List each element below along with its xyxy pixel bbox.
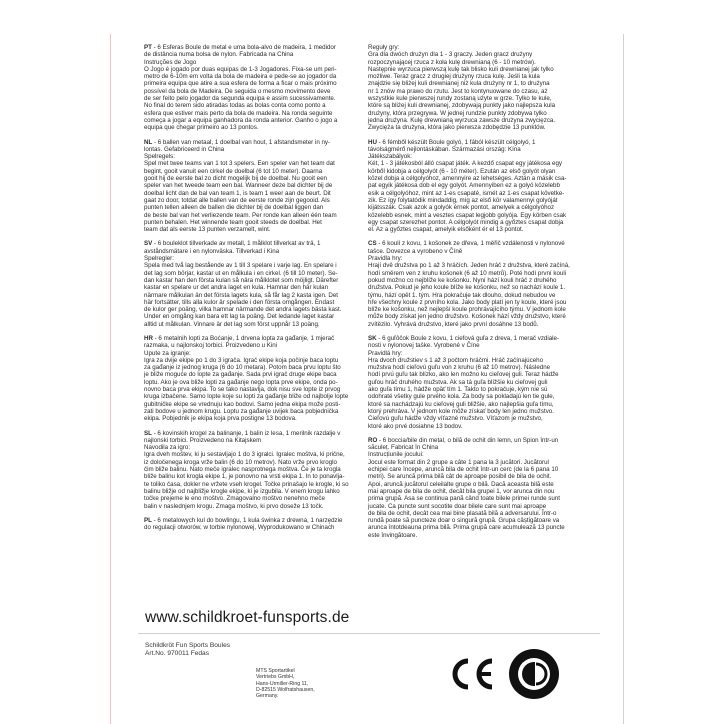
instruction-line: Játékszabályok: xyxy=(368,153,413,161)
instruction-line: kruga izbačene. Samo lopte koje su lopti za gađanje bliže od najbolje lopte xyxy=(144,393,349,401)
instruction-line: čim bliže balinu. Nato meče igralec nasprotnega moštva. Če je ta krogla xyxy=(144,466,341,474)
instruction-line: săculeț. Fabricat în China xyxy=(368,444,439,452)
instruction-line: balin v naslednjem krogu. Zmaga moštvo, ki prvo doseže 13 točk. xyxy=(144,502,324,510)
product-name: Schildkröt Fun Sports Boules xyxy=(145,642,231,649)
instruction-line: Cieľovú guľu hádže vždy víťazné mužstvo. Víťazom je mužstvo, xyxy=(368,415,543,423)
address-line: Vertriebs GmbH, xyxy=(256,674,295,681)
instruction-line: Navodila za igro: xyxy=(144,444,191,452)
instruction-line: echipei care începe, aruncă bila de ochit într-un cerc (de la 6 pana 10 xyxy=(368,466,559,474)
language-section-ro xyxy=(368,437,600,539)
instruction-line: közel dobja a célgolyóhoz, amennyire az lehetséges. Aztán a másik csa- xyxy=(368,175,567,183)
instruction-line: nosti v nylonovej taške. Vyrobené v Číne xyxy=(368,342,480,350)
instruction-line: najlonski torbici. Proizvedeno na Kitajskem xyxy=(144,436,262,444)
instruction-line: loptu. Ako je ova bliže lopti za gađanje nego lopta prve ekipe, onda po- xyxy=(144,378,338,386)
language-code: PT xyxy=(144,44,152,51)
instruction-line: wszystkie kule pierwszej rundy zostaną użyte w grze. Tylko te kule, xyxy=(368,95,552,103)
footer-divider xyxy=(138,633,600,634)
instruction-line: Igra dveh moštev, ki ju sestavljajo 1 do 3 igralci. Igralec moštva, ki prične, xyxy=(144,451,345,459)
language-code: PL xyxy=(144,516,152,524)
instruction-line: mužstva hodí cieľovú guľu von z kruhu (6 až 10 metrov). Následne xyxy=(368,364,551,372)
instruction-line: które są bliżej kuli drewnianej, zdobywają punkty jako najlepsza kula xyxy=(368,102,556,110)
instruction-line: blíže ke košonku, než nejlepší koule prohrávajícího týmu. V jednom kole xyxy=(368,306,566,314)
instruction-line: tašce. Dovezce a vyrobeno v Číně xyxy=(368,247,463,255)
instruction-line: Hra dvoch družstiev s 1 až 3 počtom hráčmi. Hráč začínajúceho xyxy=(368,356,544,364)
instruction-line: primeira equipa que atire a sua esfera de forma a ficar o mais próximo xyxy=(144,80,337,88)
product-info xyxy=(145,642,230,658)
address-line: MTS Sportartikel xyxy=(256,668,295,674)
instruction-line: hře všechny koule z prvního kola. Jako body platí jen ty koule, které jsou xyxy=(368,298,567,306)
language-section-pl xyxy=(144,517,376,532)
instruction-line: SL - 6 kovinskih krogel za balinanje, 1 balin iz lesa, 1 merilnik razdalje v xyxy=(144,429,341,437)
instruction-line: possível da bola de Madeira. De seguida o mesmo movimento deve xyxy=(144,87,331,95)
instruction-line: Hrají dvě družstva po 1 až 3 hráčích. Jeden hráč z družstva, které začíná, xyxy=(368,262,570,270)
ce-mark-icon xyxy=(448,656,498,692)
instruction-line: avståndsmätare i en nylonväska. Tillverkad i Kina xyxy=(144,247,280,255)
instruction-line: bliže balinu kot krogla ekipe 1, je ponovno na vrsti ekipa 1. In to ponavlja- xyxy=(144,473,345,481)
article-number: Art.No. 970011 Fedas xyxy=(145,650,210,657)
instruction-line: Gra dla dwóch drużyn dla 1 - 3 graczy. Jeden gracz drużyny xyxy=(368,51,533,59)
instruction-line: Następnie wyrzuca pierwszą kulę tak blisko kuli drewnianej jak tylko xyxy=(368,65,554,73)
instruction-line: týmu, hází opět 1. tým. Hra pokračuje tak dlouho, dokud nebudou ve xyxy=(368,291,556,299)
instruction-line: družstva. Pokud je jeho koule blíže ke košonku, než so nachází koule 1. xyxy=(368,284,566,292)
instruction-line: lontas. Gefabriceerd in China xyxy=(144,145,225,153)
green-dot-recycling-icon xyxy=(508,648,560,700)
instruction-line: Jocul este format din 2 grupe a câte 1 pana la 3 jucători. Jucătorul xyxy=(368,458,549,466)
instruction-line: pokud možno co nejblíže ke košonku. Nyní hází kouli hráč z druhého xyxy=(368,276,557,284)
instruction-line: odohraté všetky gule prvého kola. Za body sa pokladajú len tie gule, xyxy=(368,393,555,401)
instruction-line: novno baca prva ekipa. To se tako nastavlja, dok nisu sve lopte iz prvog xyxy=(144,386,341,394)
instruction-line: balinu bližje od najbližje krogle ekipe, ki je izgubila. V enem krogu lahko xyxy=(144,487,340,495)
address-line: D-82515 Wolfratshausen, xyxy=(256,686,315,693)
instruction-line: O Jogo é jogado por duas equipas de 1-3 Jogadores. Fixa-se um peri- xyxy=(144,65,337,73)
instruction-line: começa a jogar a equipa ganhadora da ronda anterior. Ganho o jogo a xyxy=(144,116,338,124)
instruction-line: ktoré ako prvé dosiahne 13 bodov. xyxy=(368,422,463,430)
instruction-line: do regulacji otworów, w torbie nylonowej, Wyprodukowano w Chinach xyxy=(144,524,335,532)
instruction-line: PT - 6 Esferas Boule de metal e uma bola-alvo de madeira, 1 medidor xyxy=(144,44,336,51)
instruction-line: alltid ut målkulan. Vinnare är det lag som först uppnår 13 poäng. xyxy=(144,320,320,328)
language-section-hr xyxy=(144,335,376,423)
instruction-line: iz določenega kroga vrže balin (6 do 10 metrov). Nato vrže prvo kroglo xyxy=(144,458,337,466)
instruction-line: hodí prvú guľu tak blízko, ako len možno ku cieľovej guli. Teraz hádže xyxy=(368,371,559,379)
manufacturer-address xyxy=(256,668,315,699)
instruction-line: här fortsätter, tills alla kulor är spelade i den första omgången. Endast xyxy=(144,298,335,306)
instruction-line: egy csapat szerezhet pontot. A célgolyót mindig a győztes csapat dobja xyxy=(368,218,564,226)
instruction-line: te toliko časa, dokler ne vržete vseh krogel. Točke prinašajo le krogle, ki so xyxy=(144,480,349,488)
instruction-line: equipa que chegar primeiro ao 13 pontos. xyxy=(144,124,259,132)
instruction-line: Instruções de Jogo xyxy=(144,58,197,66)
instruction-line: razmaka, u najlonskoj torbici. Proizvedeno u Kini xyxy=(144,342,278,350)
instruction-line: No final do terem sido atiradas todas as bolas conta como ponto a xyxy=(144,102,326,110)
instruction-line: drużyny, która przegrywa. W jednej rundzie punkty zdobywa tylko xyxy=(368,109,547,117)
instruction-line: guľou hráč druhého mužstva. Ak sa tá guľa blížšie ku cieľovej guli xyxy=(368,378,548,386)
instruction-line: ekipa. Pobjednik je ekipa koja prva postigne 13 bodova. xyxy=(144,415,297,423)
instruction-line: de bila de ochit, decât cea mai bine plasată bilă a adversarului. Într-o xyxy=(368,509,557,517)
instruction-line: CS - 6 koulí z kovu, 1 košonek ze dřeva, 1 měřič vzdálenosti v nylonové xyxy=(368,240,565,248)
left-text-column xyxy=(144,44,376,538)
instruction-line: Instrucțiunile jocului: xyxy=(368,451,424,459)
instruction-line: Spel met twee teams van 1 tot 3 spelers. Een speler van het team dat xyxy=(144,160,335,168)
instruction-line: za gađanje iz jednog kruga (6 do 10 metara). Potom baca prvu loptu što xyxy=(144,364,341,372)
instruction-line: rundă poate să puncteze doar o singură grupă. Grupa câștigătoare va xyxy=(368,517,560,525)
instruction-line: Pravidlá hry: xyxy=(368,349,403,357)
language-code: SV xyxy=(144,240,153,248)
instruction-line: PL - 6 metalowych kul do bowlingu, 1 kula świnka z drewna, 1 narzędzie xyxy=(144,516,343,524)
instruction-line: jucate. Ca puncte sunt socotite doar bilele care sunt mai aproape xyxy=(368,502,547,510)
language-code: NL xyxy=(144,138,153,146)
instruction-line: Spela med två lag bestående av 1 till 3 spelare i varje lag. En spelare i xyxy=(144,262,337,270)
instruction-line: Under en omgång kan bara ett lag ta poäng. Det ledande laget kastar xyxy=(144,313,335,321)
instruction-line: kijátsszák. Csak azok a golyók érnek pontot, amelyek a célgolyóhoz xyxy=(368,204,555,212)
instruction-line: pat egyik játékosa dob el egy golyót. Amennyiben ez a golyó közelebb xyxy=(368,182,560,190)
instruction-line: esfera que estiver mais perto da bola de madeira. Na ronda seguinte xyxy=(144,109,333,117)
right-text-column xyxy=(368,44,600,546)
language-code: SL xyxy=(144,429,152,437)
instruction-line: närmare målkulan än det första lagets kula, så får lag 2 kasta igen. Det xyxy=(144,291,338,299)
instruction-line: dan kastar han den första kulan så nära målklotet som möjligt. Därefter xyxy=(144,276,339,284)
language-code: HU xyxy=(368,138,377,146)
instruction-line: zvítězilo. Vyhrává družstvo, které jako první dosáhne 13 bodů. xyxy=(368,320,539,328)
instruction-line: de distância numa bolsa de nylon. Fabricada na China xyxy=(144,51,294,59)
instruction-line: Két, 1 - 3 játékosból álló csapat játék. A kezdő csapat egy játékosa egy xyxy=(368,160,562,168)
language-code: RO xyxy=(368,436,378,444)
instruction-line: hodí směrem ven z kruhu košonek (6 až 10 metrů). Poté hodí první kouli xyxy=(368,269,567,277)
instruction-line: gaat zo door, totdat alle ballen van de eerste ronde zijn gegooid. Als xyxy=(144,196,330,204)
instruction-line: ktorý prehráva. V jednom kole môže získať body len jedno mužstvo. xyxy=(368,407,554,415)
language-section xyxy=(368,44,600,132)
instruction-line: speler van het tweede team een bal. Wanneer deze bal dichter bij de xyxy=(144,182,333,190)
instruction-line: je bliže moguće do lopte za gađanje. Sada prvi igrač druge ekipe baca xyxy=(144,371,337,379)
instruction-line: SK - 6 guľôčok Boule z kovu, 1 ciefová guľa z dreva, 1 merač vzdiale- xyxy=(368,334,560,342)
instruction-line: rozpoczynającej rzuca z koła kulę drewnianą (6 - 10 metrów). xyxy=(368,58,536,66)
instruction-line: mai aproape de bila de ochit, decât bila grupei 1, vor arunca din nou xyxy=(368,487,555,495)
instruction-line: RO - 6 boccia/bile din metal, o bilă de ochit din lemn, un Spion într-un xyxy=(368,436,559,444)
language-section-hu xyxy=(368,139,600,234)
instruction-line: begint, gooit vanuit een cirkel de doelbal (6 tot 10 meter). Daarna xyxy=(144,167,323,175)
address-line: Hans-Urmiller-Ring 11, xyxy=(256,680,309,687)
language-code: SK xyxy=(368,334,377,342)
instruction-line: jedna drużyna. Kulę drewnianą wyrzuca zawsze drużyna zwycięzca. xyxy=(368,116,556,124)
language-code: CS xyxy=(368,240,377,248)
instruction-line: arunca întotdeauna prima bilă. Prima grupă care acumulează 13 puncte xyxy=(368,524,565,532)
instruction-line: SV - 6 bouleklot tillverkade av metall, 1 målklot tillverkat av trä, 1 xyxy=(144,240,321,248)
instruction-line: gubitničke ekipe se vrednuju kao bodovi. Samo jedna ekipa može posti- xyxy=(144,400,341,408)
instruction-line: zati bodove u jednom krugu. Loptu za gađanje uvijek baca pobjednička xyxy=(144,407,339,415)
instruction-line: Igra za dvije ekipe po 1 do 3 igrača. Igrač ekipe koja počinje baca loptu xyxy=(144,356,339,364)
instruction-line: możliwe. Teraz gracz z drugiej drużyny rzuca kulę. Jeśli ta kula xyxy=(368,73,540,81)
instruction-line: el. Az a győztes csapat, amelyik elsőként ér el 13 pontot. xyxy=(368,226,524,234)
instruction-line: de ser feito pelo jogador da segunda equipa e assim sucessivamente. xyxy=(144,95,336,103)
instruction-line: Zwycięża ta drużyna, która jako pierwsza zdobędzie 13 punktów. xyxy=(368,124,546,132)
instruction-line: Reguły gry: xyxy=(368,44,400,51)
instruction-line: team dat als eerste 13 punten verzamelt, wint. xyxy=(144,226,271,234)
instruction-line: punten behalen. Het winnende team gooit steeds de doelbal. Het xyxy=(144,218,322,226)
instruction-line: metro de 6-10m em volta da bola de madeira e pede-se ao jogador da xyxy=(144,73,337,81)
instruction-line: körből kidobja a célgolyót (6 - 10 méter). Ezután az első golyót olyan xyxy=(368,167,556,175)
instruction-line: gooit hij de eerste bal zo dicht mogelijk bij de doelbal. Nu gooit een xyxy=(144,175,327,183)
instruction-line: HR - 6 metalnih lopti za Boćanje, 1 drvena lopta za gađanje, 1 mjerač xyxy=(144,334,335,342)
instruction-line: esik a célgolyóhoz, mint az 1-es csapaté, ismét az 1-es csapat követke- xyxy=(368,189,565,197)
instruction-line: HU - 6 fémből készült Boule golyó, 1 fából készült célgolyó, 1 xyxy=(368,138,536,146)
instruction-line: kastar en spelare ur det andra laget en kula. Hamnar den här kulan xyxy=(144,284,329,292)
instruction-line: közelebb esnek, mint a vesztes csapat legjobb golyója. Egy körben csak xyxy=(368,211,567,219)
instruction-line: prima grupă. Asa se continua pană când toate bilele primei runde sunt xyxy=(368,495,560,503)
instruction-line: Spelregels: xyxy=(144,153,175,161)
instruction-line: Spelregler: xyxy=(144,255,174,263)
website-url: www.schildkroet-funsports.de xyxy=(145,609,350,626)
instruction-line: znajdzie się bliżej kuli drewnianej niż kula drużyny nr 1, to drużyna xyxy=(368,80,550,88)
instruction-line: punten tellen alleen de ballen die dichter bij de doelbal liggen dan xyxy=(144,204,324,212)
instruction-line: este învingătoare. xyxy=(368,531,418,539)
instruction-line: ako guľa tímu 1, hádže opäť tím 1. Takto to pokračuje, kým nie sú xyxy=(368,386,548,394)
language-section-sk xyxy=(368,335,600,430)
language-section-sl xyxy=(144,430,376,510)
language-code: HR xyxy=(144,334,153,342)
instruction-line: doelbal licht dan de bal van team 1, is team 1 weer aan de beurt. Dit xyxy=(144,189,331,197)
language-section-cs xyxy=(368,240,600,328)
instruction-line: NL - 6 ballen van metaal, 1 doelbal van hout, 1 afstandsmeter in ny- xyxy=(144,138,331,146)
instruction-line: Upute za igranje: xyxy=(144,349,191,357)
instruction-line: Apoi, aruncă jucătorul celeilalte grupe o bilă. Dacă aceasta bilă este xyxy=(368,480,554,488)
instruction-line: de kulor ger poäng, vilka hamnar närmande det andra lagets bästa kast. xyxy=(144,306,342,314)
instruction-line: de beste bal van het verliezende team. Per ronde kan alleen één team xyxy=(144,211,337,219)
instruction-line: Pravidla hry: xyxy=(368,255,403,263)
language-section-sv xyxy=(144,240,376,328)
instruction-line: nr 1 znów ma prawo do rzutu. Jest to kontynuowane do czasu, aż xyxy=(368,87,548,95)
instruction-line: zik. Ez így folytatódik mindaddig, míg az első kör valamennyi golyóját xyxy=(368,196,558,204)
instruction-line: může body získat jen jedno družstvo. Košonek hází vždy družstvo, které xyxy=(368,313,566,321)
instruction-line: det lag som börjar, kastar ut en målkula i en cirkel. (6 till 10 meter). Se- xyxy=(144,269,338,277)
instruction-line: ktoré sa nachádzajú ku cieľovej guli bližšie, ako najlepšia guľa tímu, xyxy=(368,400,554,408)
instruction-line: távolságmérő nejlontáskában. Származási ország: Kína xyxy=(368,145,521,153)
language-section-pt xyxy=(144,44,376,132)
instruction-line: točke prejeme le eno moštvo. Zmagovalno moštvo nenehno meče xyxy=(144,495,325,503)
language-section-nl xyxy=(144,139,376,234)
address-line: Germany. xyxy=(256,693,279,700)
instruction-line: metri). Se aruncă prima bilă cât de aproape posibil de bila de ochit. xyxy=(368,473,552,481)
